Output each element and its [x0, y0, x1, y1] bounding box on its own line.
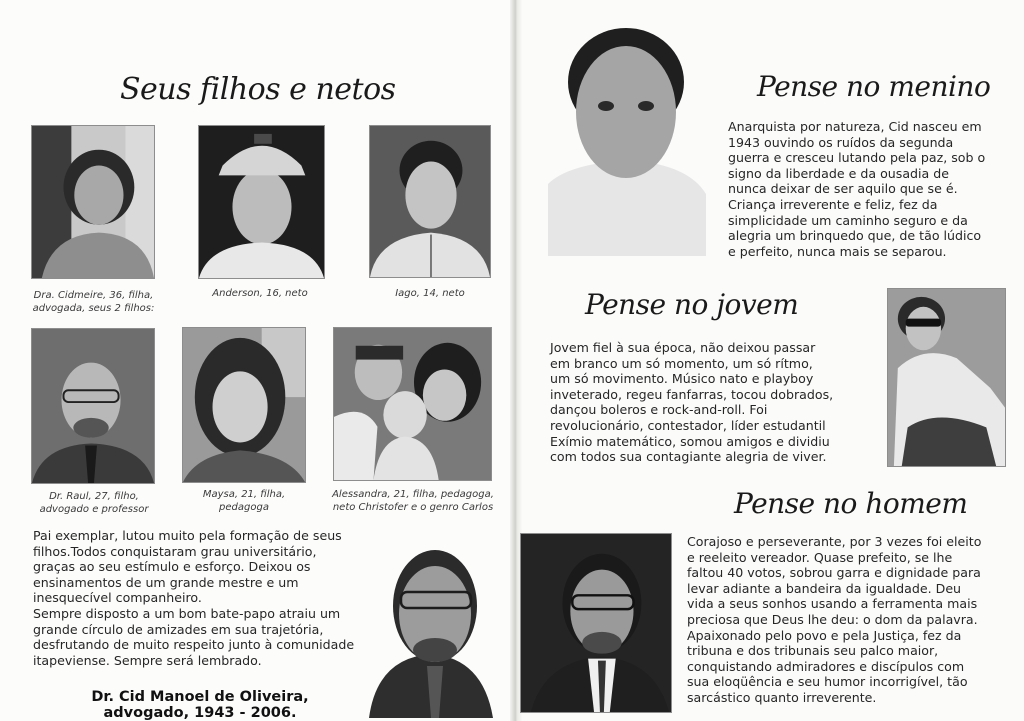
left-page-title: Seus filhos e netos	[120, 72, 396, 107]
section-title-homem: Pense no homem	[734, 487, 968, 520]
section-title-menino: Pense no menino	[757, 70, 991, 103]
section-title-jovem: Pense no jovem	[585, 288, 799, 321]
photo-menino	[548, 24, 706, 256]
signature-block: Dr. Cid Manoel de Oliveira, advogado, 1943 - 2006.	[91, 689, 309, 721]
photo-alessandra-family	[333, 327, 492, 481]
section-text-jovem: Jovem fiel à sua época, não deixou passar em branco um só momento, um só rítmo, um só movimento. Músico nato e playboy inveterado, regeu fanfarras, tocou dobrados, dançou boleros e rock-and-roll. Foi revolucionário, contestador, líder estudantil Exímio matemático, somou amigos e dividiu com todos sua contagiante alegria de viver.	[550, 340, 834, 465]
caption-raul: Dr. Raul, 27, filho, advogado e professor	[39, 491, 149, 515]
caption-maysa: Maysa, 21, filha, pedagoga	[202, 489, 286, 513]
photo-raul	[31, 328, 155, 484]
caption-anderson: Anderson, 16, neto	[212, 288, 308, 299]
tribute-paragraph: Pai exemplar, lutou muito pela formação de seus filhos.Todos conquistaram grau universitário, graças ao seu estímulo e esforço. Deixou os ensinamentos de um grande mestre e um inesquecível companheiro. Sempre disposto a um bom bate-papo atraiu um grande círculo de amizades em sua trajetória, desfrutando de muito respeito junto à comunidade itapeviense. Sempre será lembrado.	[33, 528, 355, 668]
photo-jovem	[887, 288, 1006, 467]
caption-alessandra: Alessandra, 21, filha, pedagoga, neto Christofer e o genro Carlos	[332, 489, 494, 513]
photo-cidmeire	[31, 125, 155, 279]
caption-iago: Iago, 14, neto	[395, 288, 465, 299]
photo-maysa	[182, 327, 306, 483]
section-text-menino: Anarquista por natureza, Cid nasceu em 1943 ouvindo os ruídos da segunda guerra e cresceu lutando pela paz, sob o signo da liberdade e da ousadia de nunca deixar de ser aquilo que se é. Criança irreverente e feliz, fez da simplicidade um caminho seguro e da alegria um brinquedo que, de tão lúdico e perfeito, nunca mais se separou.	[728, 119, 986, 259]
photo-homem	[520, 533, 672, 713]
photo-dr-cid-portrait	[355, 526, 493, 718]
photo-iago	[369, 125, 491, 278]
photo-anderson	[198, 125, 325, 279]
section-text-homem: Corajoso e perseverante, por 3 vezes foi eleito e reeleito vereador. Quase prefeito, se lhe faltou 40 votos, sobrou garra e dignidade para levar adiante a bandeira da igualdade. Deu vida a seus sonhos usando a ferramenta mais preciosa que Deus lhe deu: o dom da palavra. Apaixonado pelo povo e pela Justiça, fez da tribuna e dos tribunais seu palco maior, conquistando admiradores e discípulos com sua eloqüência e seu humor incorrigível, tão sarcástico quanto irreverente.	[687, 534, 982, 705]
caption-cidmeire: Dra. Cidmeire, 36, filha, advogada, seus 2 filhos:	[32, 290, 155, 314]
